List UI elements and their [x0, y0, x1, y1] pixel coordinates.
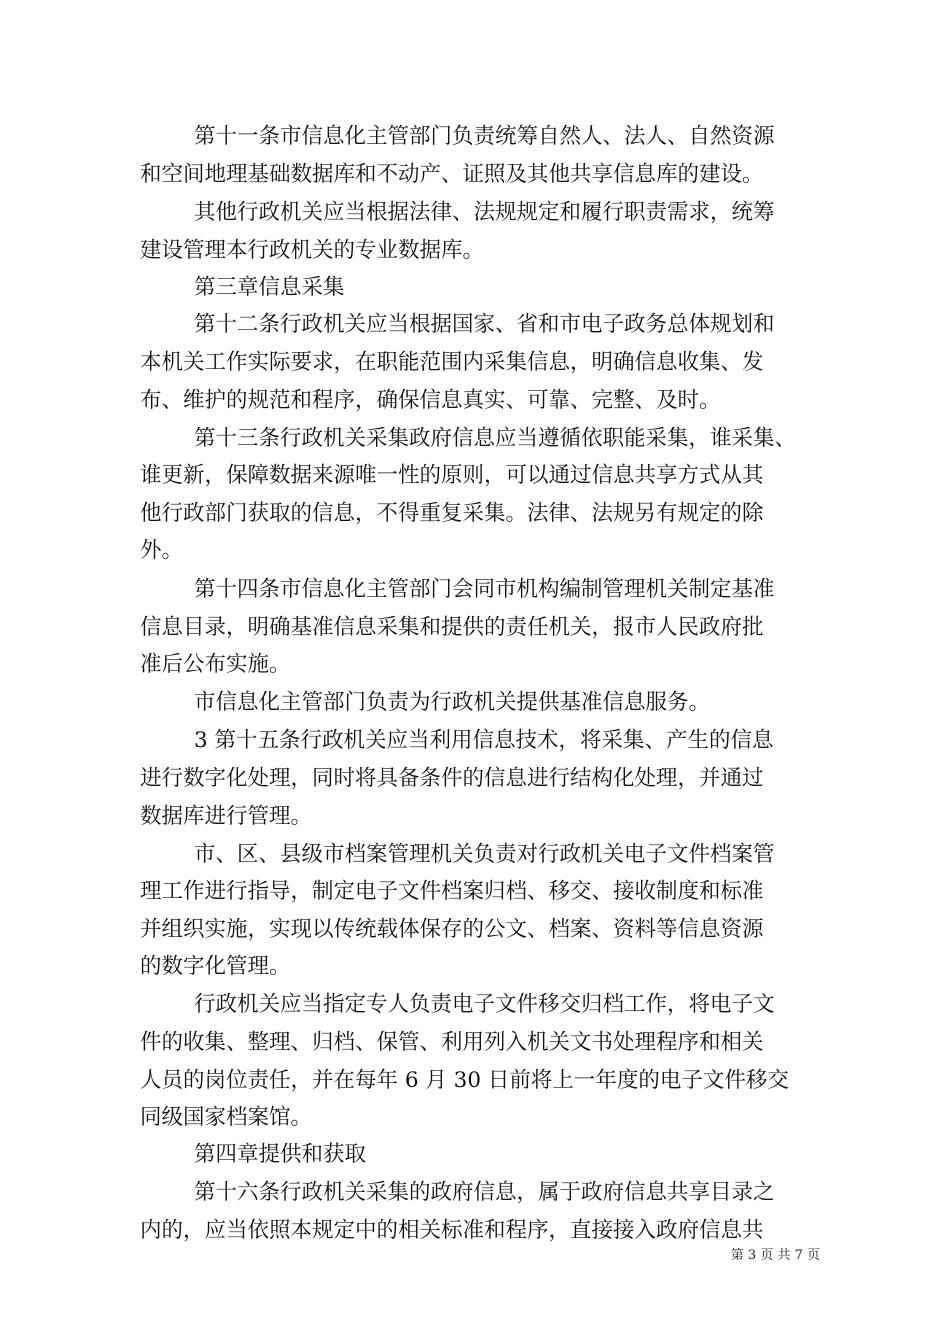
text-line: 数据库进行管理。	[140, 804, 313, 829]
text-line: 他行政部门获取的信息，不得重复采集。法律、法规另有规定的除	[140, 501, 764, 526]
text-line: 建设管理本行政机关的专业数据库。	[140, 238, 485, 263]
text-line: 内的，应当依照本规定中的相关标准和程序，直接接入政府信息共	[140, 1218, 764, 1243]
chapter-heading: 第三章信息采集	[194, 275, 345, 300]
text-line: 行政机关应当指定专人负责电子文件移交归档工作，将电子文	[194, 992, 775, 1017]
text-line: 本机关工作实际要求，在职能范围内采集信息，明确信息收集、发	[140, 350, 764, 375]
text-line: 理工作进行指导，制定电子文件档案归档、移交、接收制度和标准	[140, 879, 764, 904]
text-line: 布、维护的规范和程序，确保信息真实、可靠、完整、及时。	[140, 388, 721, 413]
text-line: 的数字化管理。	[140, 954, 291, 979]
text-line: 进行数字化处理，同时将具备条件的信息进行结构化处理，并通过	[140, 766, 764, 791]
text-line: 市信息化主管部门负责为行政机关提供基准信息服务。	[194, 690, 711, 715]
text-line: 人员的岗位责任，并在每年 6 月 30 日前将上一年度的电子文件移交	[140, 1068, 789, 1093]
text-line: 第十六条行政机关采集的政府信息，属于政府信息共享目录之	[194, 1180, 775, 1205]
chapter-heading: 第四章提供和获取	[194, 1142, 367, 1167]
text-line: 外。	[140, 538, 184, 563]
page-number: 第 3 页 共 7 页	[730, 1248, 820, 1263]
text-line: 第十一条市信息化主管部门负责统筹自然人、法人、自然资源	[194, 124, 775, 149]
text-line: 件的收集、整理、归档、保管、利用列入机关文书处理程序和相关	[140, 1030, 764, 1055]
text-line: 准后公布实施。	[140, 652, 291, 677]
text-line: 第十二条行政机关应当根据国家、省和市电子政务总体规划和	[194, 312, 775, 337]
text-line: 同级国家档案馆。	[140, 1105, 313, 1130]
text-line: 3 第十五条行政机关应当利用信息技术，将采集、产生的信息	[194, 728, 774, 753]
text-line: 和空间地理基础数据库和不动产、证照及其他共享信息库的建设。	[140, 162, 764, 187]
text-line: 并组织实施，实现以传统载体保存的公文、档案、资料等信息资源	[140, 917, 764, 942]
text-line: 市、区、县级市档案管理机关负责对行政机关电子文件档案管	[194, 842, 775, 867]
text-line: 谁更新，保障数据来源唯一性的原则，可以通过信息共享方式从其	[140, 463, 764, 488]
text-line: 其他行政机关应当根据法律、法规规定和履行职责需求，统筹	[194, 200, 775, 225]
text-line: 信息目录，明确基准信息采集和提供的责任机关，报市人民政府批	[140, 615, 764, 640]
text-line: 第十三条行政机关采集政府信息应当遵循依职能采集，谁采集、	[194, 426, 797, 451]
text-line: 第十四条市信息化主管部门会同市机构编制管理机关制定基准	[194, 577, 775, 602]
